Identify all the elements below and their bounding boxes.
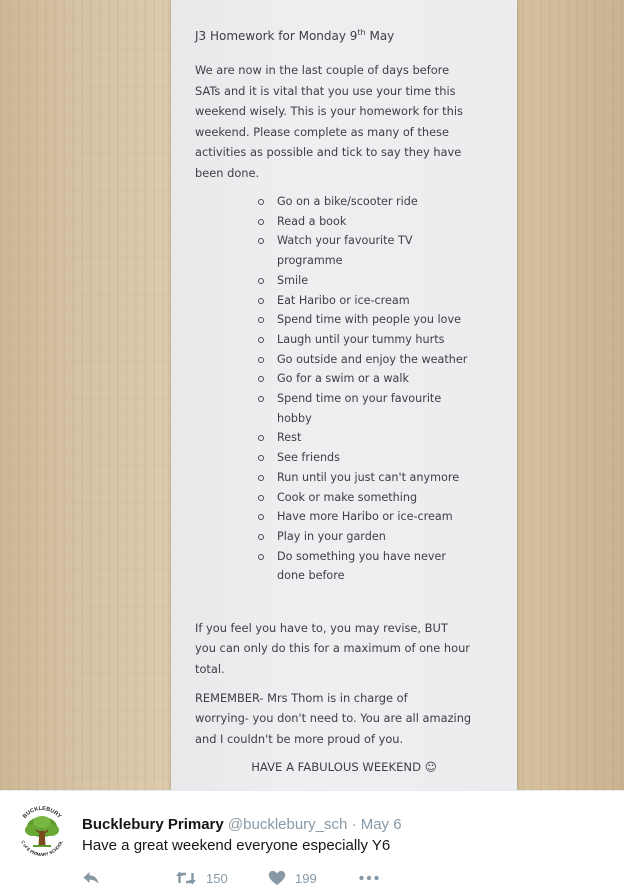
bullet-icon xyxy=(258,357,264,363)
intro-paragraph xyxy=(195,60,485,184)
remember-paragraph xyxy=(195,688,485,749)
like-count: 199 xyxy=(295,870,317,886)
more-button[interactable] xyxy=(358,868,380,888)
intro-line: weekend. Please complete as many of these xyxy=(195,124,450,139)
tweet-text: Have a great weekend everyone especially Y6 xyxy=(82,837,391,854)
intro-line: SATs and it is vital that you use your time this xyxy=(195,83,456,98)
activity-text: Spend time with people you love xyxy=(277,313,462,327)
sheet-title-ordinal: th xyxy=(357,28,366,37)
more-icon xyxy=(358,870,380,886)
heart-icon xyxy=(268,870,286,886)
intro-line: been done. xyxy=(195,165,260,180)
bullet-icon xyxy=(258,534,264,540)
activity-item xyxy=(255,448,475,468)
activity-text: Play in your garden xyxy=(277,529,386,543)
bullet-icon xyxy=(258,495,264,501)
retweet-count: 150 xyxy=(206,870,228,886)
activity-item xyxy=(255,350,475,370)
bullet-icon xyxy=(258,298,264,304)
bullet-icon xyxy=(258,376,264,382)
bullet-icon xyxy=(258,435,264,441)
intro-line: weekend wisely. This is your homework for this xyxy=(195,104,463,119)
like-button[interactable] xyxy=(268,868,317,888)
tweet-date[interactable]: May 6 xyxy=(360,816,402,833)
activity-text: Watch your favourite TV programme xyxy=(277,234,413,268)
activity-text: Laugh until your tummy hurts xyxy=(277,332,445,346)
activity-item xyxy=(255,369,475,389)
bullet-icon xyxy=(258,199,264,205)
intro-line: activities as possible and tick to say they have xyxy=(195,145,462,160)
sheet-title-text: J3 Homework for Monday 9 xyxy=(195,29,358,43)
bullet-icon xyxy=(258,278,264,284)
closing-line: HAVE A FABULOUS WEEKEND ☺ xyxy=(251,760,437,774)
remember-line: REMEMBER- Mrs Thom is in charge of xyxy=(195,691,408,705)
activity-item xyxy=(255,291,475,311)
activity-item xyxy=(255,212,475,232)
sheet-title-month: May xyxy=(369,29,395,43)
activity-item xyxy=(255,271,475,291)
bullet-icon xyxy=(258,238,264,244)
bullet-icon xyxy=(258,554,264,560)
activity-item xyxy=(255,507,475,527)
tree-logo-icon xyxy=(12,801,72,861)
activity-item xyxy=(255,488,475,508)
activity-text: Go on a bike/scooter ride xyxy=(277,195,418,208)
bullet-icon xyxy=(258,455,264,461)
user-handle[interactable]: @bucklebury_sch xyxy=(227,816,348,833)
bullet-icon xyxy=(258,317,264,323)
logo-bottom-text: C of E PRIMARY SCHOOL xyxy=(20,839,64,858)
avatar[interactable] xyxy=(12,801,72,861)
activity-list xyxy=(255,192,475,586)
activity-text: Rest xyxy=(277,431,302,445)
activity-text: Spend time on your favourite hobby xyxy=(277,392,442,425)
activity-text: Go outside and enjoy the weather xyxy=(277,352,468,366)
sheet-title xyxy=(195,28,394,43)
revise-paragraph xyxy=(195,618,485,679)
activity-text: Read a book xyxy=(277,214,347,228)
activity-item xyxy=(255,527,475,547)
activity-text: Go for a swim or a walk xyxy=(277,372,409,386)
bullet-icon xyxy=(258,337,264,343)
activity-text: Cook or make something xyxy=(277,490,418,504)
bullet-icon xyxy=(258,396,264,402)
revise-line: If you feel you have to, you may revise, BUT xyxy=(195,621,448,635)
activity-item xyxy=(255,389,475,428)
activity-item xyxy=(255,192,475,212)
bullet-icon xyxy=(258,219,264,225)
homework-sheet xyxy=(171,0,517,790)
revise-line: you can only do this for a maximum of one hour xyxy=(195,641,470,656)
remember-line: and I couldn't be more proud of you. xyxy=(195,731,404,746)
display-name[interactable]: Bucklebury Primary xyxy=(82,816,224,833)
bullet-icon xyxy=(258,475,264,481)
activity-text: Run until you just can't anymore xyxy=(277,470,460,484)
activity-item xyxy=(255,231,475,270)
activity-text: Have more Haribo or ice-cream xyxy=(277,510,453,524)
retweet-button[interactable] xyxy=(175,868,228,888)
activity-text: Do something you have never done before xyxy=(277,549,446,583)
activity-item xyxy=(255,468,475,488)
revise-line: total. xyxy=(195,661,225,676)
activity-item xyxy=(255,428,475,448)
reply-button[interactable] xyxy=(82,868,100,888)
reply-icon xyxy=(82,870,100,886)
activity-item xyxy=(255,310,475,330)
activity-text: See friends xyxy=(277,451,340,465)
separator-dot: · xyxy=(351,816,357,833)
remember-line: worrying- you don't need to. You are all amazing xyxy=(195,711,472,726)
activity-text: Smile xyxy=(277,273,309,287)
bullet-icon xyxy=(258,514,264,520)
retweet-icon xyxy=(175,870,197,886)
activity-text: Eat Haribo or ice-cream xyxy=(277,293,410,307)
activity-item xyxy=(255,547,475,586)
logo-top-text: BUCKLEBURY xyxy=(22,805,62,820)
intro-line: We are now in the last couple of days before xyxy=(195,63,450,77)
activity-item xyxy=(255,330,475,350)
tweet-author-row xyxy=(82,816,402,833)
